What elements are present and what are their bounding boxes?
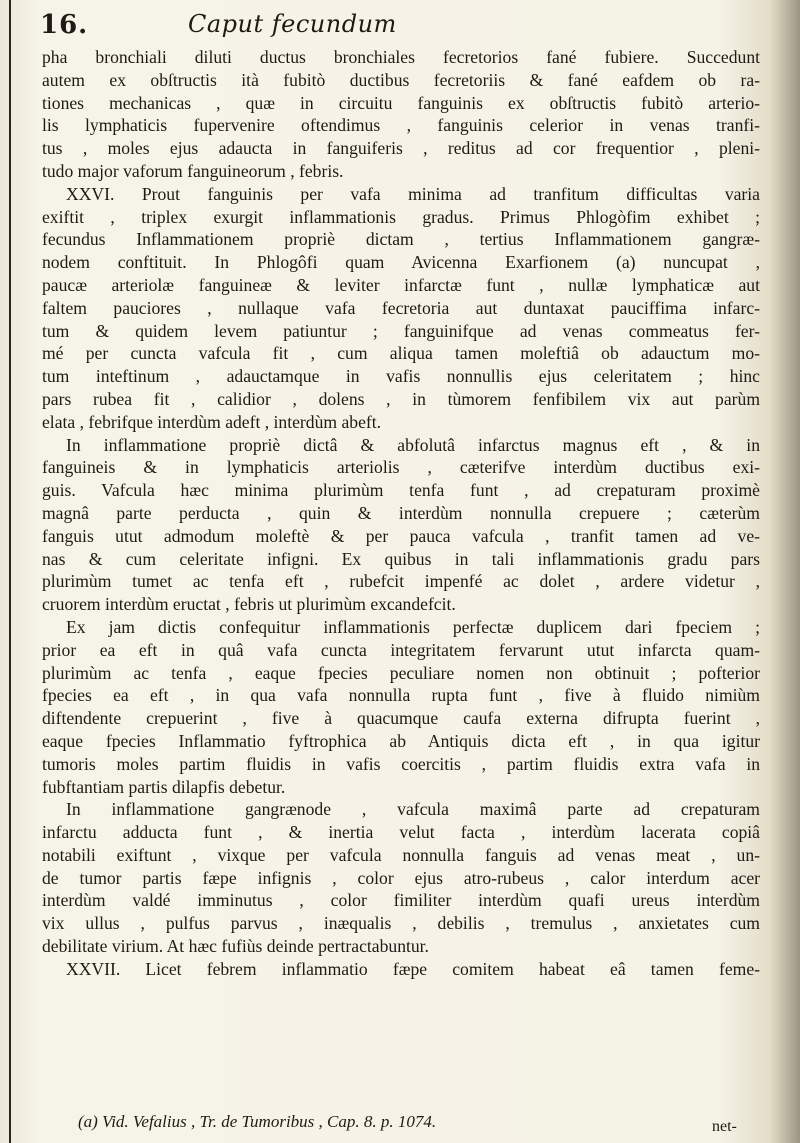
text-line: fubftantiam partis dilapfis debetur.	[42, 776, 286, 797]
text-line: tumoris moles partim fluidis in vafis coercitis , partim fluidis extra vafa in	[42, 753, 760, 774]
text-line: paucæ arteriolæ fanguineæ & leviter infarctæ funt , nullæ lymphaticæ aut	[42, 274, 760, 295]
text-line: vix ullus , pulfus parvus , inæqualis , debilis , tremulus , anxietates cum	[42, 913, 760, 934]
text-line: mé per cuncta vafcula fit , cum aliqua tamen moleftiâ ob adauctum mo-	[42, 343, 760, 364]
text-line: In inflammatione propriè dictâ & abfolutâ infarctus magnus eft , & in	[66, 434, 760, 455]
page-number: 16.	[40, 10, 89, 40]
text-line: interdùm valdé imminutus , color fimiliter interdùm quafi ureus interdùm	[42, 890, 760, 911]
body-text	[42, 46, 760, 981]
text-line: fpecies ea eft , in qua vafa nonnulla rupta funt , five à fluido nimiùm	[42, 685, 760, 706]
text-line: tudo major vaforum fanguineorum , febris.	[42, 160, 344, 181]
text-line: Ex jam dictis confequitur inflammationis perfectæ duplicem dari fpeciem ;	[66, 616, 760, 637]
text-line: lis lymphaticis fupervenire oftendimus , fanguinis celerior in venas tranfi-	[42, 115, 760, 136]
text-line: diftendente crepuerint , five à quacumque caufa externa difrupta fuerint ,	[42, 708, 760, 729]
text-line: tum & quidem levem patiuntur ; fanguinifque ad venas commeatus fer-	[42, 320, 760, 341]
text-line: fanguis utut admodum moleftè & per pauca vafcula , tranfit tamen ad ve-	[42, 525, 760, 546]
footnote: (a) Vid. Vefalius , Tr. de Tumoribus , Cap. 8. p. 1074.	[78, 1112, 437, 1131]
text-line: debilitate virium. At hæc fufiùs deinde pertractabuntur.	[42, 936, 429, 957]
text-line: tiones mechanicas , quæ in circuitu fanguinis ex obſtructis fubitò arterio-	[42, 92, 760, 113]
text-line: autem ex obſtructis ità fubitò ductibus fecretoriis & fané eafdem ob ra-	[42, 69, 760, 90]
text-line: tum inteftinum , adauctamque in vafis nonnullis ejus celeritatem ; hinc	[42, 366, 760, 387]
text-line: notabili exiftunt , vixque per vafcula nonnulla fanguis ad venas meat , un-	[42, 844, 760, 865]
text-line: fecundus Inflammationem propriè dictam , tertius Inflammationem gangræ-	[42, 229, 760, 250]
text-line: prior ea eft in quâ vafa cuncta integritatem fervarunt utut infarcta quam-	[42, 639, 760, 660]
text-line: cruorem interdùm eructat , febris ut plurimùm excandefcit.	[42, 594, 456, 615]
text-line: fanguineis & in lymphaticis arteriolis , cæterifve interdùm ductibus exi-	[42, 457, 760, 478]
running-head: Caput fecundum	[188, 10, 397, 38]
section-heading-xxvi: XXVI. Prout fanguinis per vafa minima ad tranfitum difficultas varia	[66, 183, 760, 204]
text-line: tus , moles ejus adaucta in fanguiferis , reditus ad cor frequentior , pleni-	[42, 138, 760, 159]
text-line: plurimùm tumet ac tenfa eft , rubefcit impenfé ac dolet , ardere videtur ,	[42, 571, 760, 592]
section-heading-xxvii: XXVII. Licet febrem inflammatio fæpe comitem habeat eâ tamen feme-	[66, 958, 760, 979]
page-edge-rule	[9, 0, 11, 1143]
text-line: pars rubea fit , calidior , dolens , in tùmorem fenfibilem vix aut parùm	[42, 388, 760, 409]
text-line: magnâ parte perducta , quin & interdùm nonnulla crepuere ; cæterùm	[42, 502, 760, 523]
text-line: nas & cum celeritate infigni. Ex quibus in tali inflammationis gradu pars	[42, 548, 760, 569]
text-line: pha bronchiali diluti ductus bronchiales fecretorios fané fubiere. Succedunt	[42, 47, 760, 67]
text-line: plurimùm ac tenfa , eaque fpecies peculiare nomen non obtinuit ; pofterior	[42, 662, 760, 683]
catchword: net-	[712, 1118, 737, 1135]
text-line: nodem conftituit. In Phlogôfi quam Avicenna Exarfionem (a) nuncupat ,	[42, 252, 760, 273]
page-header	[40, 6, 760, 46]
text-line: eaque fpecies Inflammatio fyftrophica ab Antiquis dicta eft , in qua igitur	[42, 730, 760, 751]
text-line: exiftit , triplex exurgit inflammationis gradus. Primus Phlogòfim exhibet ;	[42, 206, 760, 227]
text-line: infarctu adducta funt , & inertia velut facta , interdùm lacerata copiâ	[42, 822, 760, 843]
text-line: elata , febrifque interdùm adeft , interdùm abeft.	[42, 411, 382, 432]
text-line: guis. Vafcula hæc minima plurimùm tenfa funt , ad crepaturam proximè	[42, 480, 760, 501]
text-line: de tumor partis fæpe infignis , color ejus atro-rubeus , calor interdum acer	[42, 867, 760, 888]
text-line: faltem pauciores , nullaque vafa fecretoria aut duntaxat pauciffima infarc-	[42, 297, 760, 318]
text-line: In inflammatione gangrænode , vafcula maximâ parte ad crepaturam	[66, 799, 760, 820]
